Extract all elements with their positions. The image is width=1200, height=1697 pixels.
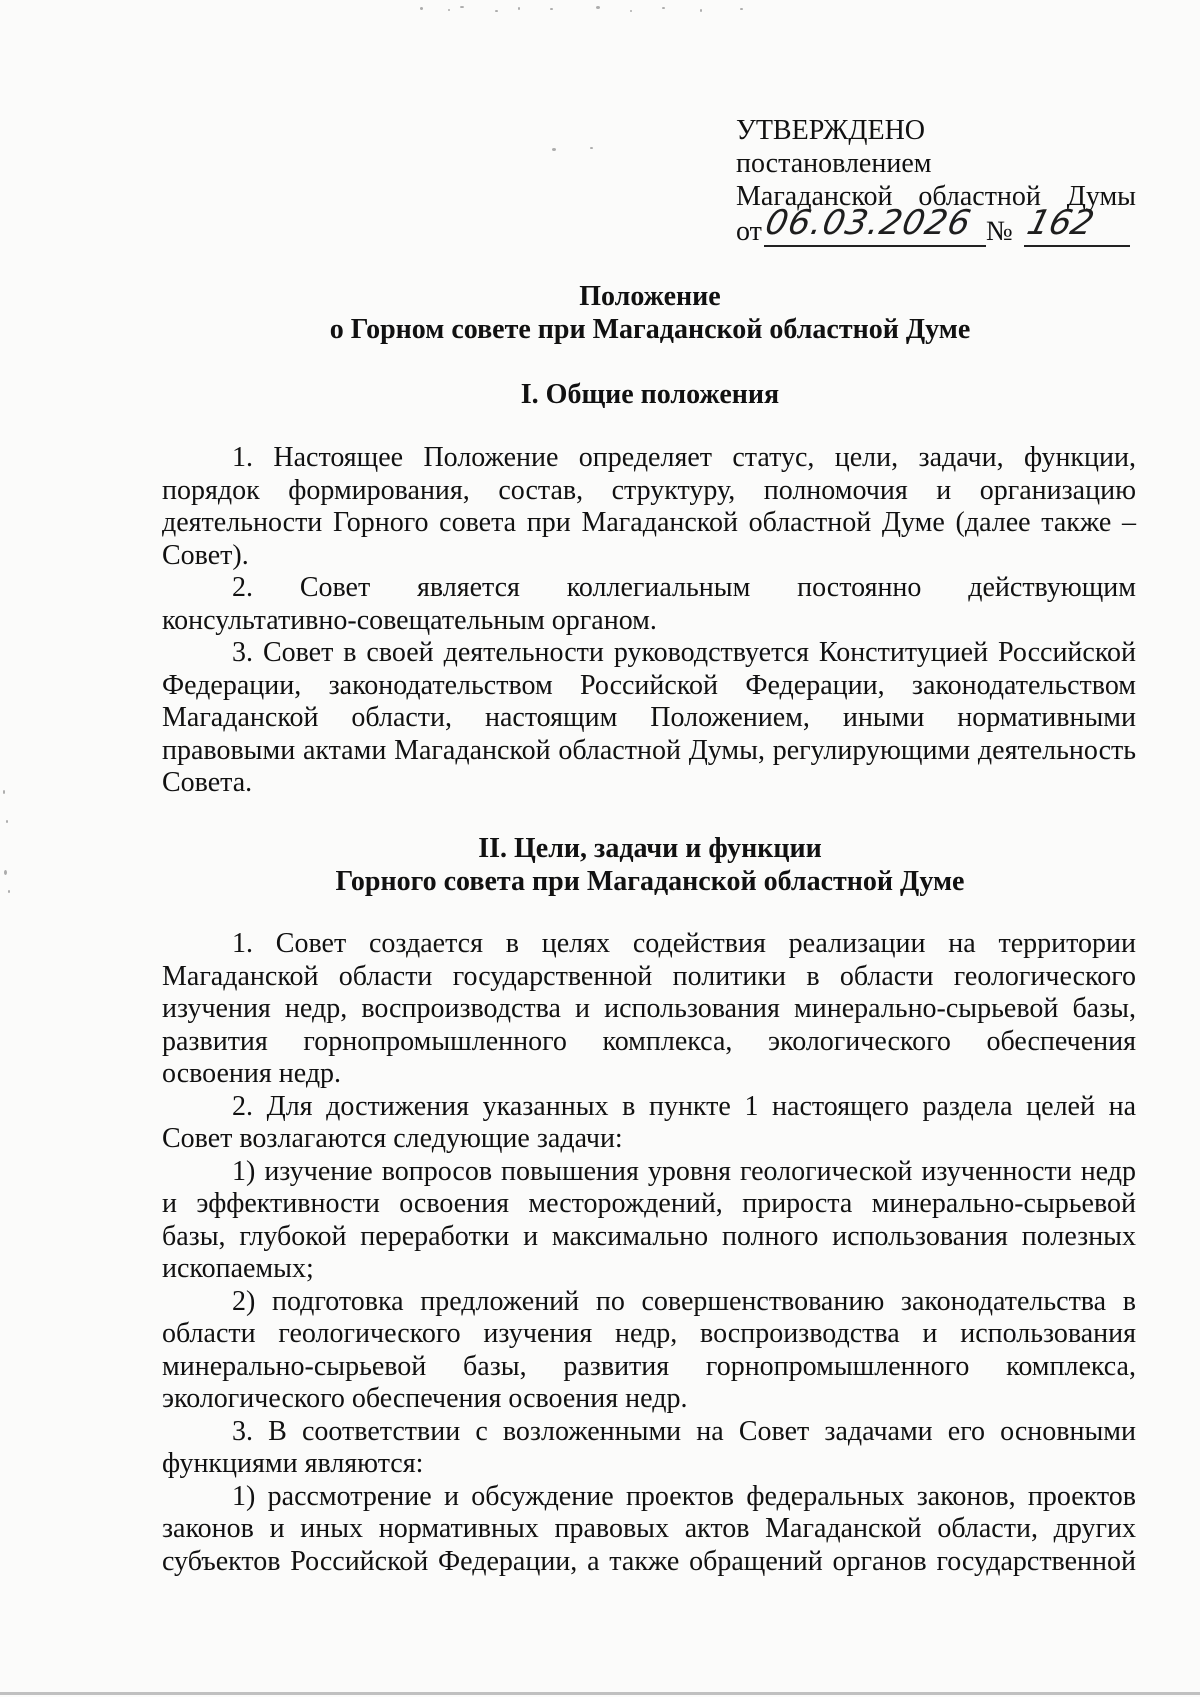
- section-2-body: [162, 928, 1136, 1578]
- paragraph: 3. В соответствии с возложенными на Совет задачами его основными функциями являются:: [162, 1415, 1136, 1479]
- section-2-heading-line-1: II. Цели, задачи и функции: [478, 833, 822, 864]
- section-1-heading: I. Общие положения: [520, 379, 780, 410]
- approval-word: Думы: [1066, 181, 1136, 212]
- paragraph: 2. Совет является коллегиальным постоянно действующим консультативно-совещательным органом.: [162, 572, 1136, 636]
- paragraph: 2. Для достижения указанных в пункте 1 настоящего раздела целей на Совет возлагаются следующие задачи:: [162, 1090, 1136, 1154]
- handwritten-number: 162: [1023, 203, 1099, 243]
- date-underline: [764, 245, 986, 247]
- approval-word: областной: [918, 181, 1041, 212]
- approval-date-line: [736, 203, 1136, 249]
- approval-line-1: постановлением: [736, 148, 932, 179]
- list-item: 2) подготовка предложений по совершенствованию законодательства в области геологического изучения недр, воспроизводства и использования минерально-сырьевой базы, развития горнопромышленного комплекса, экологического обеспечения освоения недр.: [162, 1285, 1136, 1414]
- scan-speck: [552, 148, 556, 151]
- list-item: 1) рассмотрение и обсуждение проектов федеральных законов, проектов законов и иных нормативных правовых актов Магаданской области, других субъектов Российской Федерации, а также обращений органов государственной: [162, 1480, 1136, 1577]
- paragraph: 1. Совет создается в целях содействия реализации на территории Магаданской области государственной политики в области геологического изучения недр, воспроизводства и использования минерально-сырьевой базы, развития горнопромышленного комплекса, экологического обеспечения освоения недр.: [162, 928, 1136, 1089]
- scan-speck: [590, 147, 593, 149]
- scan-noise-top: [400, 4, 780, 16]
- approval-stamp: УТВЕРЖДЕНО: [736, 115, 926, 146]
- title-line-1: Положение: [579, 281, 721, 312]
- from-label: от: [736, 216, 762, 247]
- handwritten-date: 06.03.2026: [761, 203, 976, 243]
- approval-block: [736, 114, 1136, 249]
- approval-word: Магаданской: [736, 181, 893, 212]
- section-1-body: [162, 442, 1136, 800]
- title-line-2: о Горном совете при Магаданской областной Думе: [329, 314, 971, 345]
- number-underline: [1024, 245, 1130, 247]
- section-2-heading: [160, 832, 1140, 898]
- document-title: [160, 280, 1140, 346]
- list-item: 1) изучение вопросов повышения уровня геологической изученности недр и эффективности освоения месторождений, прироста минерально-сырьевой базы, глубокой переработки и максимально полного использования полезных ископаемых;: [162, 1155, 1136, 1284]
- paragraph: 1. Настоящее Положение определяет статус, цели, задачи, функции, порядок формирования, состав, структуру, полномочия и организацию деятельности Горного совета при Магаданской областной Думе (далее также – Совет).: [162, 442, 1136, 571]
- number-label: №: [986, 216, 1013, 247]
- scan-edge-bottom: [0, 1692, 1200, 1695]
- paragraph: 3. Совет в своей деятельности руководствуется Конституцией Российской Федерации, законодательством Российской Федерации, законодательством Магаданской области, настоящим Положением, иными нормативными правовыми актами Магаданской областной Думы, регулирующими деятельность Совета.: [162, 637, 1136, 798]
- scan-noise-left: [0, 780, 18, 940]
- section-2-heading-line-2: Горного совета при Магаданской областной Думе: [335, 866, 965, 897]
